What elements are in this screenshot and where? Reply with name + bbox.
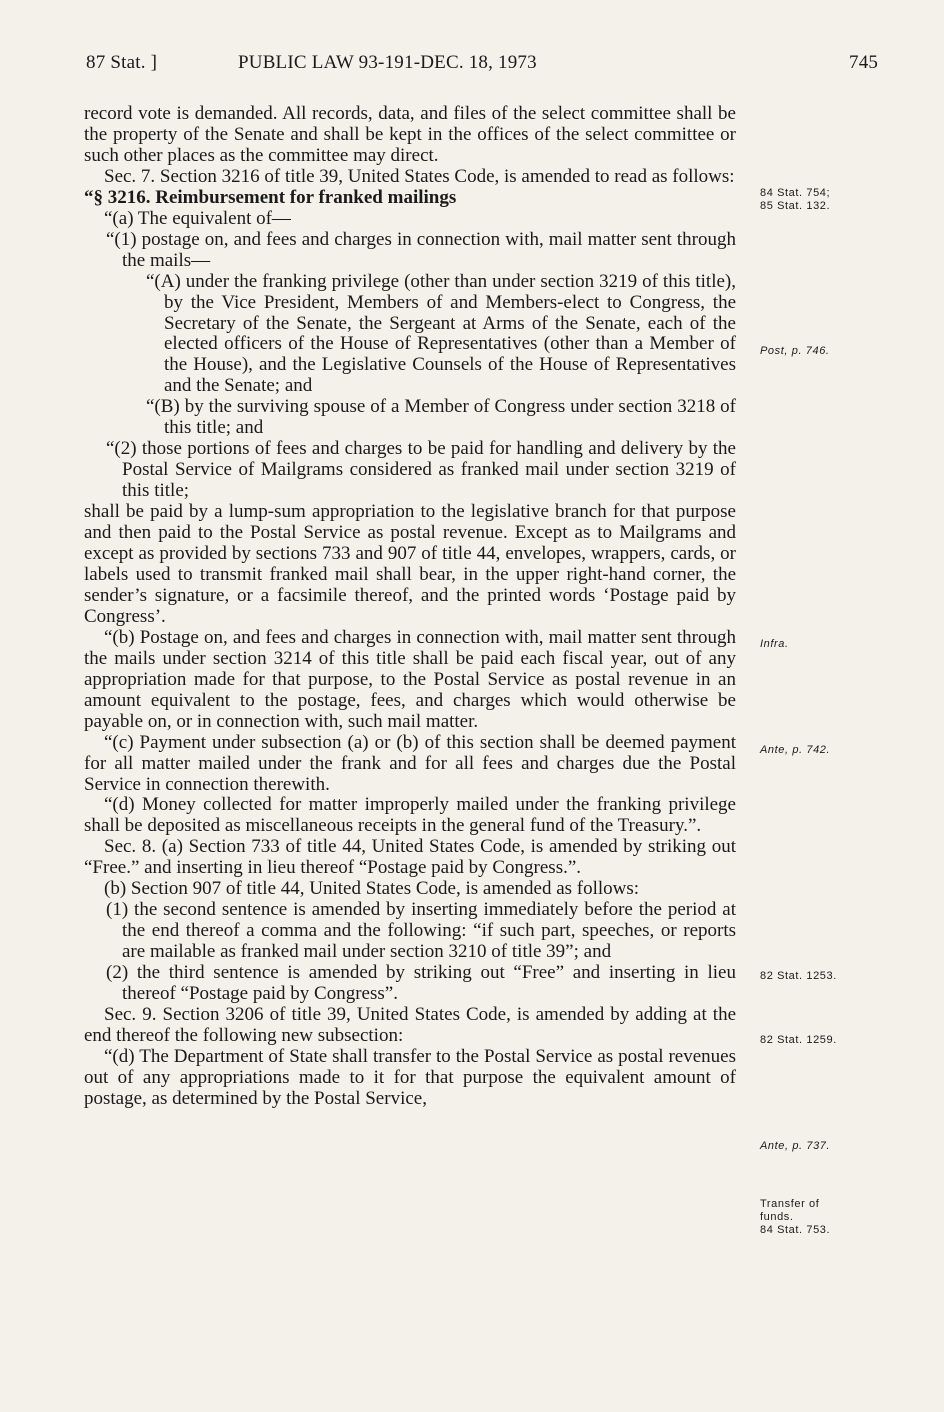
margin-note: Ante, p. 742.: [760, 744, 831, 756]
paragraph: “(a) The equivalent of—: [104, 207, 291, 229]
margin-note: 84 Stat. 754; 85 Stat. 132.: [760, 187, 831, 212]
paragraph: “(A) under the franking privilege (other than under section 3219 of this title), by the Vice President, Members of and Members-elect to Congress, the Secretary of the Senate, the Sergeant at Arms of the Senate, each of the elected officers of the House of Representatives (other than a Member of the House), and the Legislative Counsels of the House of Representatives and the Senate; and: [146, 270, 736, 397]
paragraph: “(b) Postage on, and fees and charges in connection with, mail matter sent through the mails under section 3214 of this title shall be paid each fiscal year, out of any appropriation made for that purpose, to the Postal Service as postal revenue in an amount equivalent to the postage, fees, and charges which would otherwise be payable on, or in connection with, such mail matter.: [84, 626, 736, 732]
paragraph: shall be paid by a lump-sum appropriation to the legislative branch for that purpose and then paid to the Postal Service as postal revenue. Except as to Mailgrams and except as provided by sections 733 and 907 of title 44, envelopes, wrappers, cards, or labels used to transmit franked mail shall bear, in the upper right-hand corner, the sender’s signature, or a facsimile thereof, and the printed words ‘Postage paid by Congress’.: [84, 501, 736, 627]
margin-note: Transfer of funds. 84 Stat. 753.: [760, 1198, 831, 1236]
paragraph: (1) the second sentence is amended by inserting immediately before the period at the end thereof a comma and the following: “if such part, speeches, or reports are mailable as franked mail under section 3210 of title 39”; and: [106, 899, 736, 963]
header-page-number: 745: [849, 52, 879, 73]
paragraph: “(2) those portions of fees and charges to be paid for handling and delivery by the Postal Service of Mailgrams considered as franked mail under section 3219 of this title;: [106, 438, 736, 502]
margin-note: Post, p. 746.: [760, 345, 830, 357]
paragraph: “(d) Money collected for matter improperly mailed under the franking privilege shall be deposited as miscellaneous receipts in the general fund of the Treasury.”.: [84, 794, 736, 837]
paragraph: “(d) The Department of State shall transfer to the Postal Service as postal revenues out of any appropriations made to it for that purpose the equivalent amount of postage, as determined by the Postal Service,: [84, 1045, 736, 1109]
body-text: [84, 104, 736, 1110]
margin-note: Ante, p. 737.: [760, 1140, 831, 1152]
paragraph: “(B) by the surviving spouse of a Member of Congress under section 3218 of this title; and: [146, 396, 736, 439]
paragraph: “(c) Payment under subsection (a) or (b) of this section shall be deemed payment for all matter mailed under the frank and for all fees and charges due the Postal Service in connection therewith.: [84, 731, 736, 795]
header-stat-ref: 87 Stat. ]: [86, 52, 158, 73]
paragraph: “(1) postage on, and fees and charges in connection with, mail matter sent through the mails—: [106, 228, 736, 271]
paragraph: record vote is demanded. All records, data, and files of the select committee shall be the property of the Senate and shall be kept in the offices of the select committee or such other places as the committee may direct.: [84, 103, 736, 166]
header-title: PUBLIC LAW 93-191-DEC. 18, 1973: [238, 52, 537, 73]
paragraph: (2) the third sentence is amended by striking out “Free” and inserting in lieu thereof “Postage paid by Congress”.: [106, 962, 736, 1005]
paragraph: “§ 3216. Reimbursement for franked mailings: [84, 186, 457, 208]
margin-note: 82 Stat. 1259.: [760, 1034, 837, 1046]
paragraph: Sec. 8. (a) Section 733 of title 44, United States Code, is amended by striking out “Free.” and inserting in lieu thereof “Postage paid by Congress.”.: [84, 836, 736, 879]
paragraph: (b) Section 907 of title 44, United States Code, is amended as follows:: [104, 878, 640, 900]
margin-note: 82 Stat. 1253.: [760, 970, 837, 982]
paragraph: Sec. 9. Section 3206 of title 39, United States Code, is amended by adding at the end thereof the following new subsection:: [84, 1003, 736, 1046]
margin-note: Infra.: [760, 638, 789, 650]
paragraph: Sec. 7. Section 3216 of title 39, United States Code, is amended to read as follows:: [104, 165, 735, 187]
